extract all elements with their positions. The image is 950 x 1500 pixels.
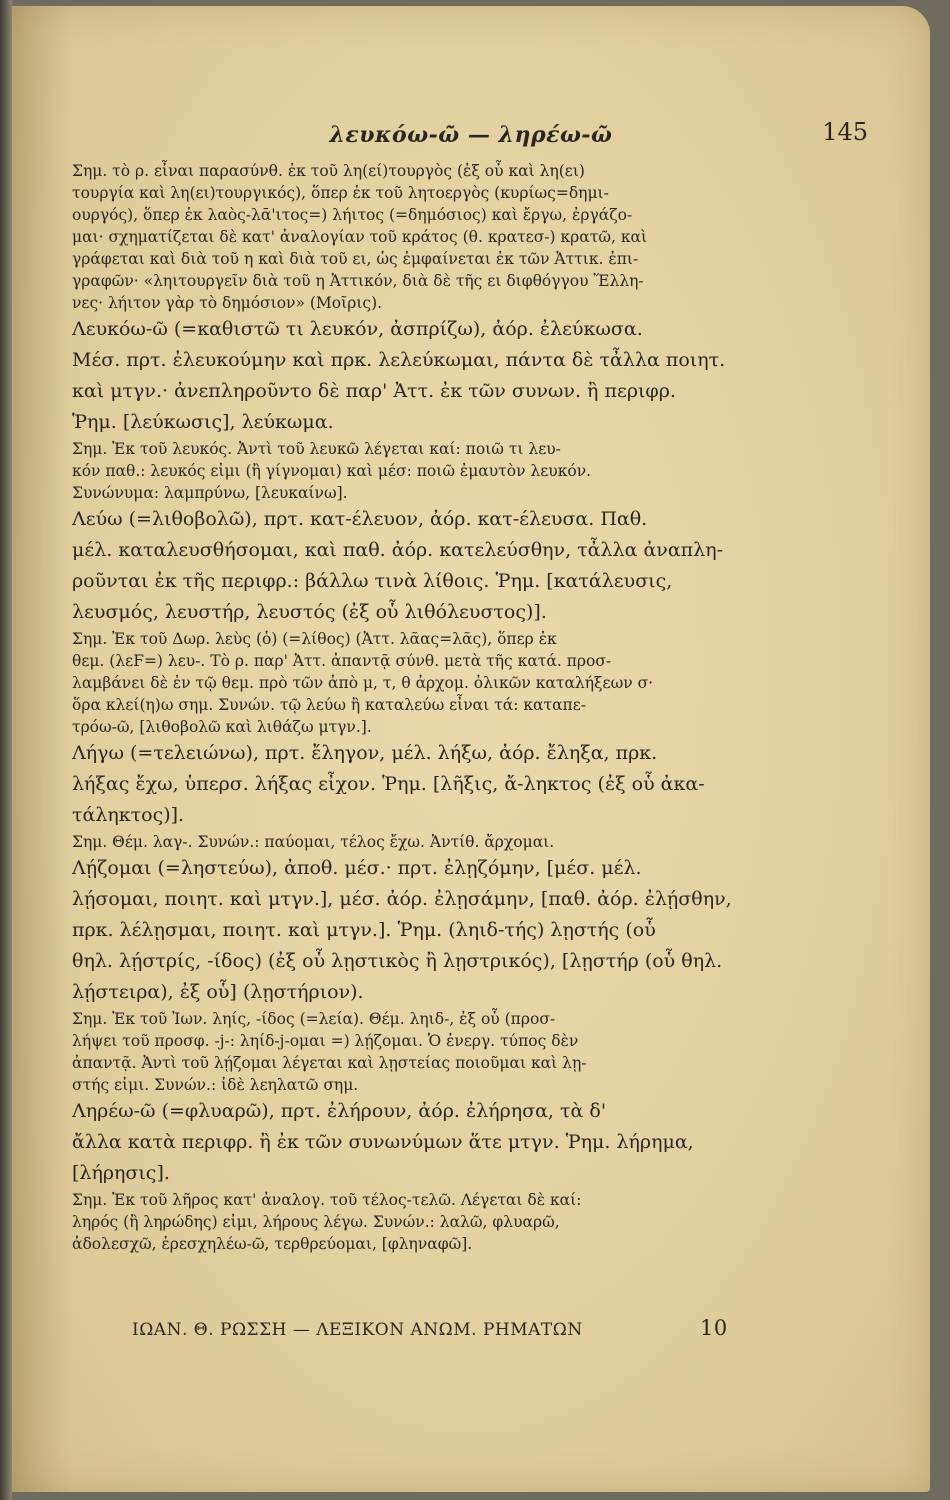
note-line: νες· λήιτον γὰρ τὸ δημόσιον» (Μοῖρις). [72, 294, 383, 312]
binding-edge [0, 0, 12, 1500]
note-line: λήψει τοῦ προσφ. -j-: ληίδ-j-ομαι =) λῄζομαι. Ὁ ἐνεργ. τύπος δὲν [72, 1032, 579, 1050]
entry-line: Ληρέω-ῶ (=φλυαρῶ), πρτ. ἐλήρουν, ἀόρ. ἐλήρησα, τὰ δ' [72, 1100, 607, 1122]
entry-line: Λεύω (=λιθοβολῶ), πρτ. κατ-έλευον, ἀόρ. κατ-έλευσα. Παθ. [72, 508, 648, 530]
dictionary-entry [72, 314, 772, 438]
entry-note [72, 438, 772, 504]
page-footer [72, 1316, 772, 1346]
note-line: κόν παθ.: λευκός εἰμι (ἢ γίγνομαι) καὶ μέσ: ποιῶ ἐμαυτὸν λευκόν. [72, 462, 592, 480]
entry-line: λῄσομαι, ποιητ. καὶ μτγν.], μέσ. ἀόρ. ἐλῃσάμην, [παθ. ἀόρ. ἐλῄσθην, [72, 888, 732, 910]
page-number: 145 [822, 118, 868, 146]
entry-line: Μέσ. πρτ. ἐλευκούμην καὶ πρκ. λελεύκωμαι, πάντα δὲ τἆλλα ποιητ. [72, 349, 726, 371]
running-head: λευκόω-ῶ — ληρέω-ῶ [329, 122, 613, 148]
note-line: Σημ. Ἐκ τοῦ Δωρ. λεὺς (ὁ) (=λίθος) (Ἀττ. λᾶας=λᾶς), ὅπερ ἐκ [72, 630, 557, 648]
note-line: Σημ. Ἐκ τοῦ λευκός. Ἀντὶ τοῦ λευκῶ λέγεται καί: ποιῶ τι λευ- [72, 440, 561, 458]
note-line: Σημ. Θέμ. λαγ-. Συνών.: παύομαι, τέλος ἔχω. Ἀντίθ. ἄρχομαι. [72, 833, 555, 851]
note-line: τρόω-ῶ, [λιθοβολῶ καὶ λιθάζω μτγν.]. [72, 718, 372, 736]
entry-line: [λήρησις]. [72, 1162, 170, 1184]
body-text [72, 160, 772, 1255]
note-line: Σημ. Ἐκ τοῦ λῆρος κατ' ἀναλογ. τοῦ τέλος-τελῶ. Λέγεται δὲ καί: [72, 1191, 582, 1209]
footer-title: ΙΩΑΝ. Θ. ΡΩΣΣΗ — ΛΕΞΙΚΟΝ ΑΝΩΜ. ΡΗΜΑΤΩΝ [132, 1320, 583, 1340]
entry-note [72, 831, 772, 853]
dictionary-entry [72, 738, 772, 831]
entry-note [72, 1189, 772, 1255]
entry-line: ροῦνται ἐκ τῆς περιφρ.: βάλλω τινὰ λίθοις. Ῥημ. [κατάλευσις, [72, 570, 673, 592]
page-header [12, 118, 930, 154]
note-line: θεμ. (λεϜ=) λευ-. Τὸ ρ. παρ' Ἀττ. ἀπαντᾷ σύνθ. μετὰ τῆς κατά. προσ- [72, 652, 612, 670]
entry-line: λευσμός, λευστήρ, λευστός (ἐξ οὗ λιθόλευστος)]. [72, 601, 547, 623]
note-line: τουργία καὶ λη(ει)τουργικός), ὅπερ ἐκ τοῦ λητοεργὸς (κυρίως=δημι- [72, 184, 609, 202]
note-line: Συνώνυμα: λαμπρύνω, [λευκαίνω]. [72, 484, 348, 502]
entry-note [72, 1008, 772, 1096]
entry-line: καὶ μτγν.· ἀνεπληροῦντο δὲ παρ' Ἀττ. ἐκ τῶν συνων. ἢ περιφρ. [72, 380, 676, 402]
note-line: μαι· σχηματίζεται δὲ κατ' ἀναλογίαν τοῦ κράτος (θ. κρατεσ-) κρατῶ, καὶ [72, 228, 648, 246]
entry-line: τάληκτος)]. [72, 804, 185, 826]
entry-note [72, 160, 772, 314]
note-line: ἀπαντᾷ. Ἀντὶ τοῦ λῄζομαι λέγεται καὶ λῃστείας ποιοῦμαι καὶ λῃ- [72, 1054, 587, 1072]
note-line: ουργός), ὅπερ ἐκ λαὸς-λᾱ'ιτος=) λήιτος (=δημόσιος) καὶ ἔργω, ἐργάζο- [72, 206, 633, 224]
entry-line: Λευκόω-ῶ (=καθιστῶ τι λευκόν, ἀσπρίζω), ἀόρ. ἐλεύκωσα. [72, 318, 643, 340]
note-line: λαμβάνει δὲ ἐν τῷ θεμ. πρὸ τῶν ἀπὸ μ, τ, θ ἀρχομ. ὀλικῶν καταλήξεων σ· [72, 674, 654, 692]
note-line: γράφεται καὶ διὰ τοῦ η καὶ διὰ τοῦ ει, ὡς ἐμφαίνεται ἐκ τῶν Ἀττικ. ἐπι- [72, 250, 639, 268]
note-line: Σημ. Ἐκ τοῦ Ἰων. ληίς, -ίδος (=λεία). Θέμ. ληιδ-, ἐξ οὗ (προσ- [72, 1010, 556, 1028]
note-line: Σημ. τὸ ρ. εἶναι παρασύνθ. ἐκ τοῦ λη(εί)τουργὸς (ἐξ οὗ καὶ λη(ει) [72, 162, 585, 180]
dictionary-entry [72, 853, 772, 1008]
entry-line: λήξας ἔχω, ὑπερσ. λήξας εἶχον. Ῥημ. [λῆξις, ἄ-ληκτος (ἐξ οὗ ἀκα- [72, 773, 705, 795]
entry-line: θηλ. λῄστρίς, -ίδος) (ἐξ οὗ λῃστικὸς ἢ λῃστρικός), [λῃστήρ (οὗ θηλ. [72, 950, 723, 972]
entry-line: Λῄζομαι (=ληστεύω), ἀποθ. μέσ.· πρτ. ἐλῃζόμην, [μέσ. μέλ. [72, 857, 642, 879]
dictionary-entry [72, 1096, 772, 1189]
entry-note [72, 628, 772, 738]
note-line: ὅρα κλεί(η)ω σημ. Συνών. τῷ λεύω ἢ καταλεύω εἶναι τά: καταπε- [72, 696, 586, 714]
entry-line: ἄλλα κατὰ περιφρ. ἢ ἐκ τῶν συνωνύμων ἅτε μτγν. Ῥημ. λήρημα, [72, 1131, 694, 1153]
entry-line: πρκ. λέλῃσμαι, ποιητ. καὶ μτγν.]. Ῥημ. (ληιδ-τής) λῃστής (οὗ [72, 919, 656, 941]
signature-mark: 10 [700, 1316, 728, 1340]
dictionary-entry [72, 504, 772, 628]
note-line: ληρός (ἢ ληρώδης) εἰμι, λήρους λέγω. Συνών.: λαλῶ, φλυαρῶ, [72, 1213, 560, 1231]
page-gutter-shadow [12, 6, 72, 1492]
entry-line: μέλ. καταλευσθήσομαι, καὶ παθ. ἀόρ. κατελεύσθην, τἆλλα ἀναπλη- [72, 539, 724, 561]
entry-line: Λήγω (=τελειώνω), πρτ. ἔληγον, μέλ. λήξω, ἀόρ. ἔληξα, πρκ. [72, 742, 658, 764]
entry-line: Ῥημ. [λεύκωσις], λεύκωμα. [72, 411, 334, 433]
note-line: ἀδολεσχῶ, ἐρεσχηλέω-ῶ, τερθρεύομαι, [φληναφῶ]. [72, 1235, 473, 1253]
note-line: γραφῶν· «ληιτουργεῖν διὰ τοῦ η Ἀττικόν, διὰ δὲ τῆς ει διφθόγγου Ἕλλη- [72, 272, 644, 290]
note-line: στής εἰμι. Συνών.: ἰδὲ λεηλατῶ σημ. [72, 1076, 359, 1094]
entry-line: λῄστειρα), ἐξ οὗ] (λῃστήριον). [72, 981, 364, 1003]
